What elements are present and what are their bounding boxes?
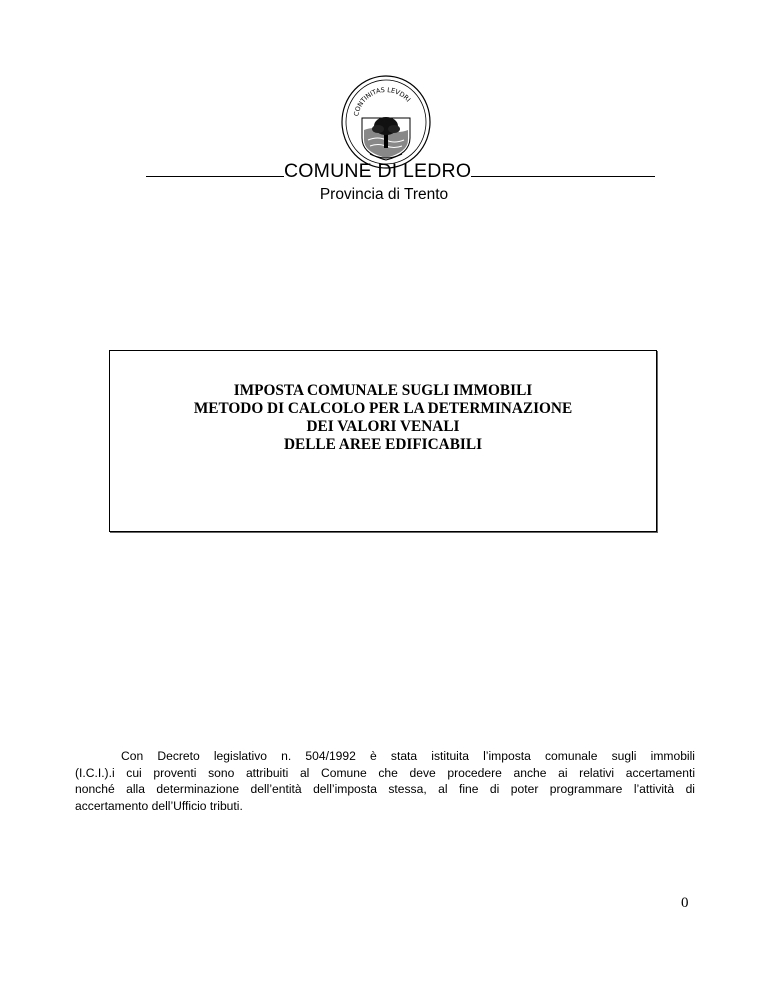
title-line: METODO DI CALCOLO PER LA DETERMINAZIONE [193, 400, 573, 417]
provincia-subtitle: Provincia di Trento [319, 186, 449, 203]
title-line: DELLE AREE EDIFICABILI [283, 436, 483, 453]
comune-name: COMUNE DI LEDRO [284, 160, 472, 182]
heading-rule-left [146, 175, 284, 177]
document-title-box [109, 350, 657, 532]
document-title [110, 382, 656, 454]
intro-paragraph [75, 748, 695, 814]
intro-line: nonché alla determinazione dell’entità dell’imposta stessa, al fine di poter programmare l’attività di [75, 782, 695, 796]
comune-heading [146, 160, 666, 186]
intro-line: accertamento dell’Ufficio tributi. [75, 798, 243, 813]
title-line: IMPOSTA COMUNALE SUGLI IMMOBILI [233, 382, 533, 399]
svg-text:CONTINITAS LEVDRI: CONTINITAS LEVDRI [352, 85, 413, 117]
intro-line: (I.C.I.).i cui proventi sono attribuiti al Comune che deve procedere anche ai relativi accertamenti [75, 765, 695, 780]
intro-line: Con Decreto legislativo n. 504/1992 è stata istituita l’imposta comunale sugli immobili [121, 749, 695, 763]
page-number: 0 [681, 895, 689, 911]
municipal-seal-logo [340, 74, 432, 170]
heading-rule-right [471, 175, 655, 177]
title-line: DEI VALORI VENALI [306, 418, 460, 435]
